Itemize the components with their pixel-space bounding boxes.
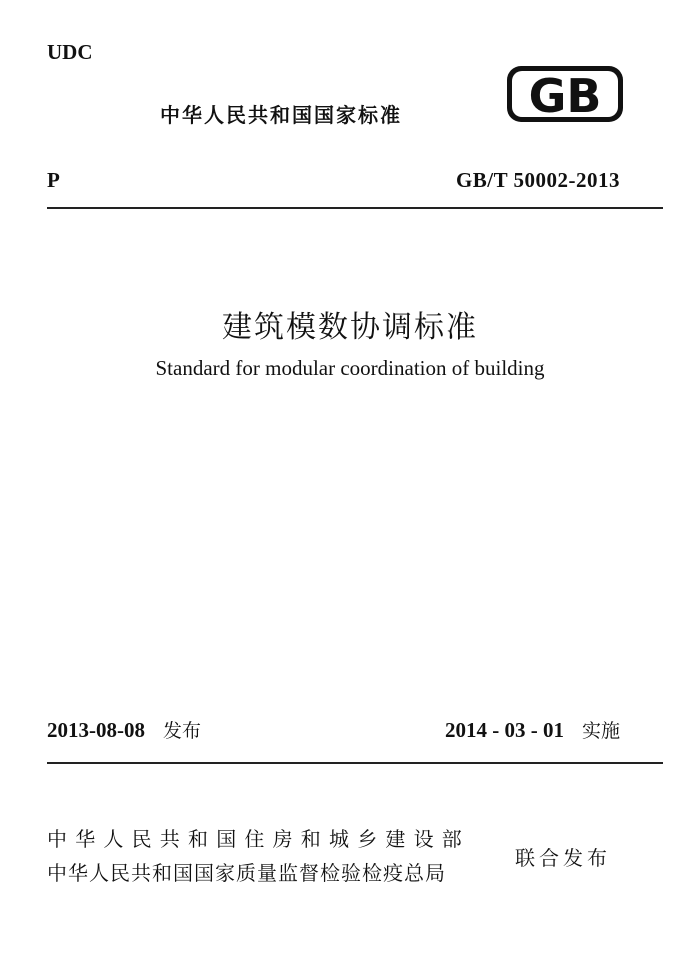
implemented-date-row (445, 716, 620, 743)
bottom-divider (47, 762, 663, 764)
implemented-label: 实施 (581, 720, 620, 742)
issued-date: 2013-08-08 (47, 718, 145, 742)
issuer-aqsiq: 中华人民共和国国家质量监督检验检疫总局 (47, 861, 446, 885)
category-code: P (47, 168, 60, 192)
title-english: Standard for modular coordination of building (155, 356, 545, 380)
joint-issue-label: 联合发布 (515, 846, 611, 870)
issued-date-row (47, 716, 201, 743)
top-divider (47, 207, 663, 209)
issuer-ministry: 中华人民共和国住房和城乡建设部 (47, 827, 470, 851)
title-chinese: 建筑模数协调标准 (222, 310, 478, 345)
national-standard-heading: 中华人民共和国国家标准 (160, 103, 402, 127)
implemented-date: 2014 - 03 - 01 (444, 718, 564, 742)
gb-logo (506, 65, 624, 123)
udc-label: UDC (47, 40, 93, 64)
issued-label: 发布 (163, 720, 202, 742)
standard-code: GB/T 50002-2013 (455, 168, 620, 192)
gb-logo-text: GB (528, 69, 602, 123)
